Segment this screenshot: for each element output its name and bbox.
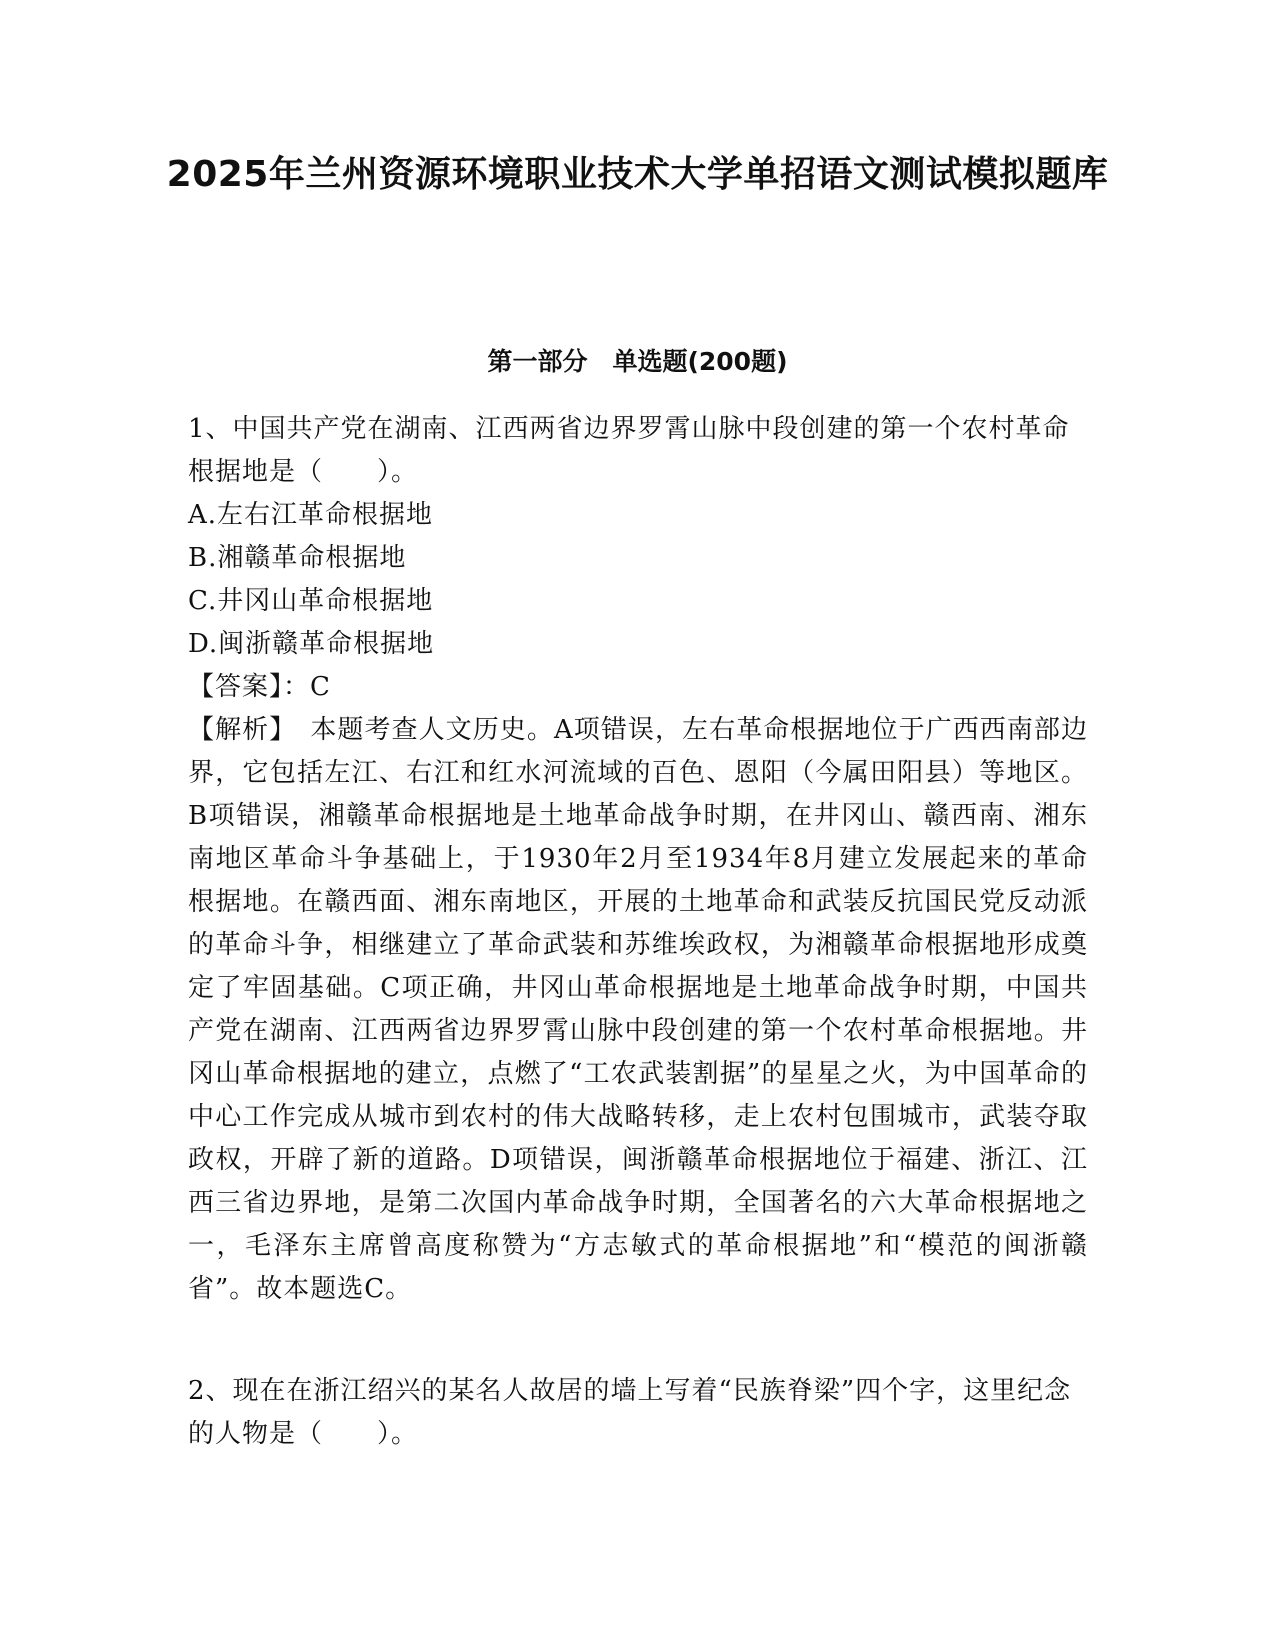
section-heading: 第一部分 单选题(200题) (487, 347, 788, 376)
option-d: D.闽浙赣革命根据地 (188, 629, 435, 659)
question-stem: 2、现在在浙江绍兴的某名人故居的墙上写着“民族脊梁”四个字，这里纪念的人物是（ ）。 (188, 1376, 1072, 1449)
answer: 【答案】：C (188, 672, 331, 702)
analysis: 【解析】 本题考查人文历史。A项错误，左右革命根据地位于广西西南部边界，它包括左江、右江和红水河流域的百色、恩阳（今属田阳县）等地区。B项错误，湘赣革命根据地是土地革命战争时期，在井冈山、赣西南、湘东南地区革命斗争基础上，于1930年2月至1934年8月建立发展起来的革命根据地。在赣西面、湘东南地区，开展的土地革命和武装反抗国民党反动派的革命斗争，相继建立了革命武装和苏维埃政权，为湘赣革命根据地形成奠定了牢固基础。C项正确，井冈山革命根据地是土地革命战争时期，中国共产党在湖南、江西两省边界罗霄山脉中段创建的第一个农村革命根据地。井冈山革命根据地的建立，点燃了“工农武装割据”的星星之火，为中国革命的中心工作完成从城市到农村的伟大战略转移，走上农村包围城市，武装夺取政权，开辟了新的道路。D项错误，闽浙赣革命根据地位于福建、浙江、江西三省边界地，是第二次国内革命战争时期，全国著名的六大革命根据地之一，毛泽东主席曾高度称赞为“方志敏式的革命根据地”和“模范的闽浙赣省”。故本题选C。 (188, 715, 1088, 1304)
option-b: B.湘赣革命根据地 (188, 543, 407, 573)
question-stem: 1、中国共产党在湖南、江西两省边界罗霄山脉中段创建的第一个农村革命根据地是（ ）。 (188, 414, 1070, 487)
question-1 (188, 408, 1088, 1311)
document-title: 2025年兰州资源环境职业技术大学单招语文测试模拟题库 (166, 154, 1109, 195)
option-c: C.井冈山革命根据地 (188, 586, 434, 616)
option-a: A.左右江革命根据地 (188, 500, 434, 530)
question-2 (188, 1370, 1088, 1456)
